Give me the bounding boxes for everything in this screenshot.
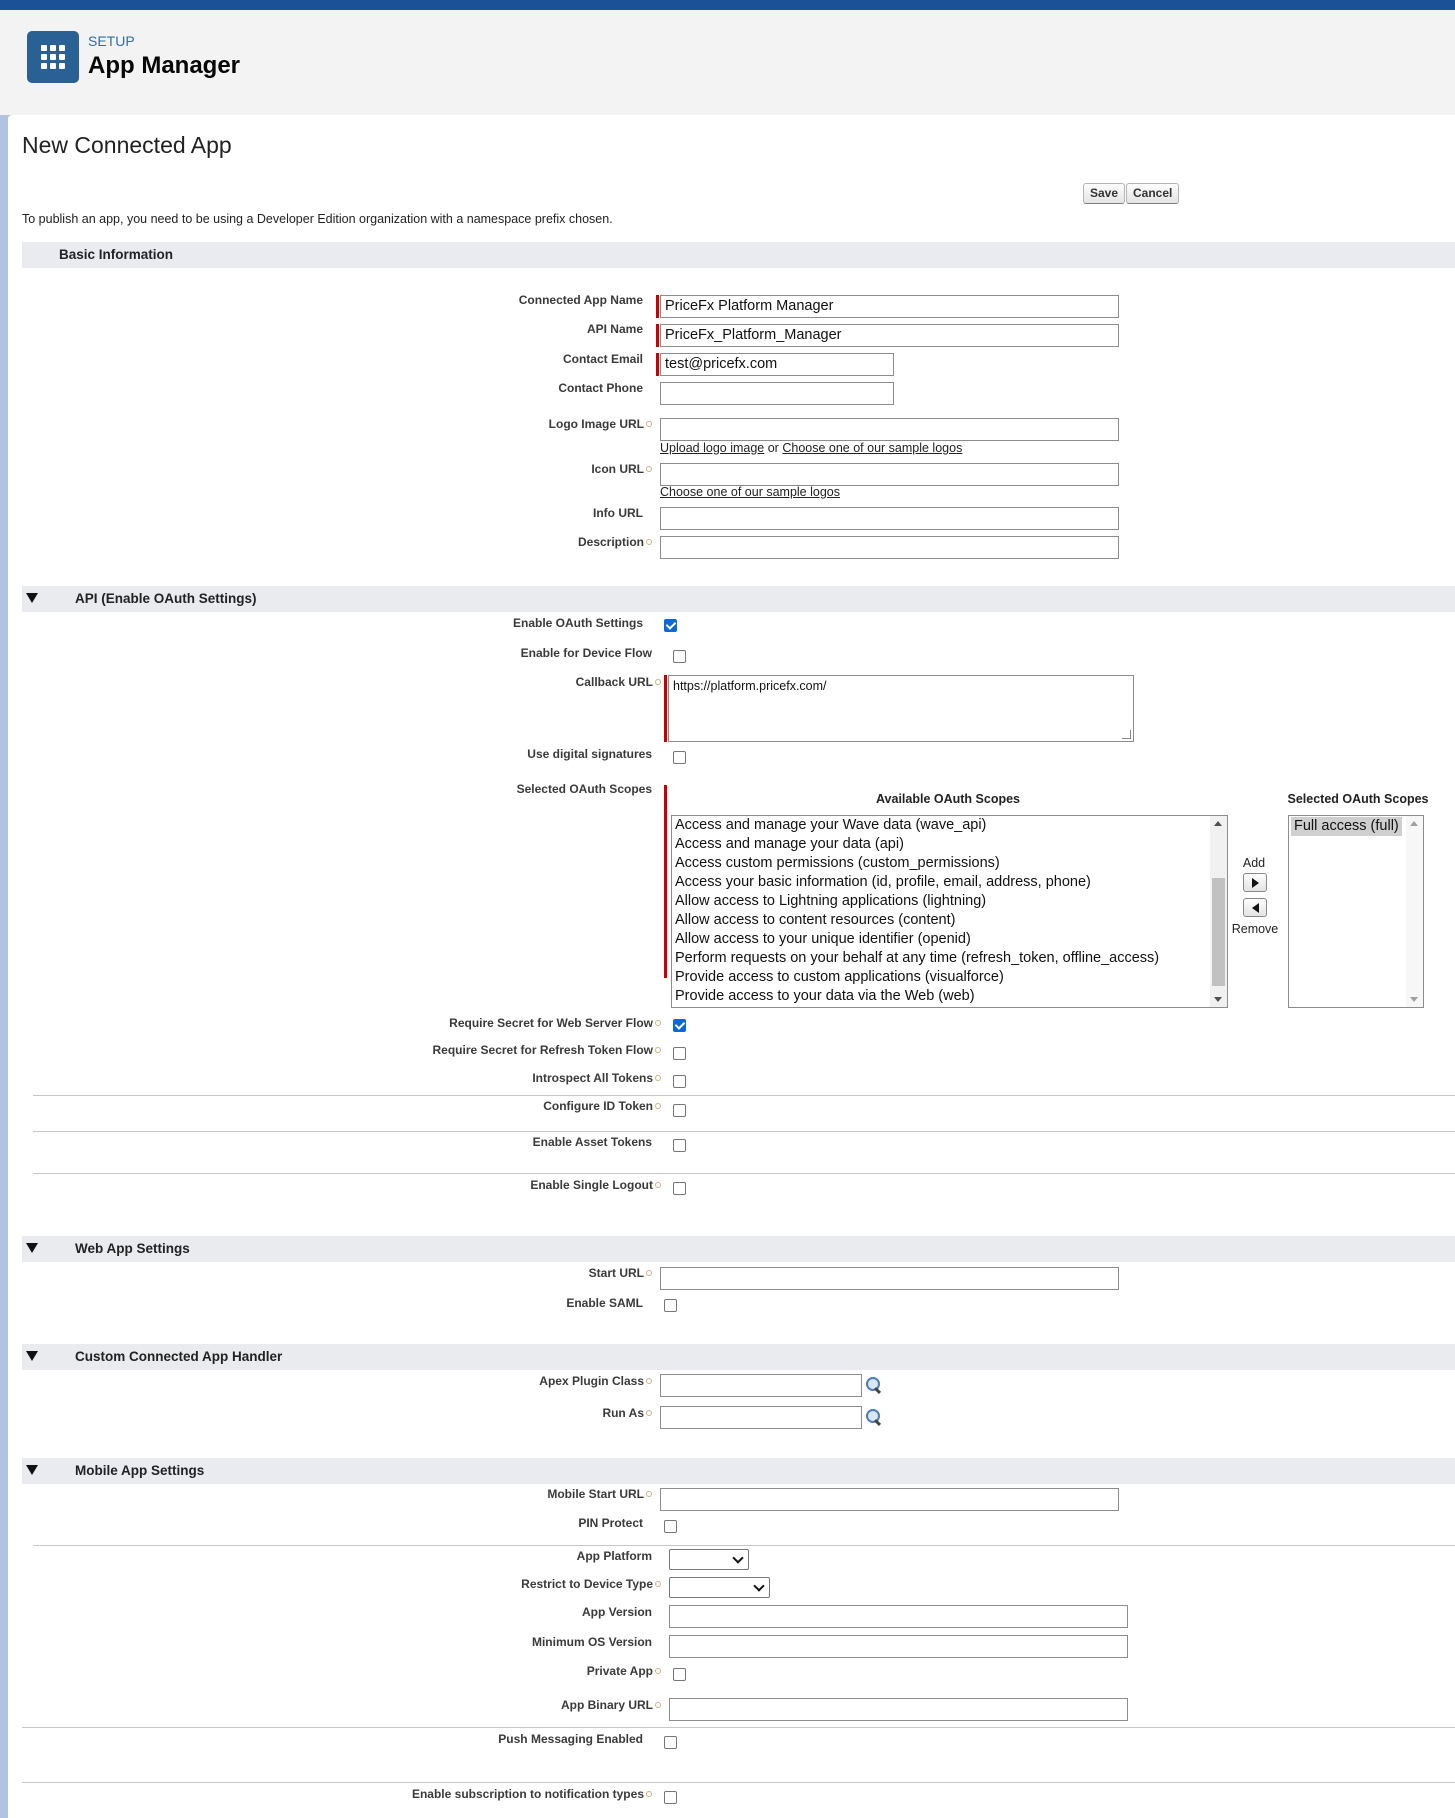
callback-url-label: Callback URL xyxy=(576,675,661,689)
apex-plugin-class-label: Apex Plugin Class xyxy=(539,1374,652,1388)
selected-scope-option[interactable]: Full access (full) xyxy=(1291,817,1402,836)
enable-oauth-label: Enable OAuth Settings xyxy=(512,616,643,630)
icon-sample-logos-link[interactable]: Choose one of our sample logos xyxy=(660,485,840,499)
required-indicator xyxy=(664,675,667,742)
introspect-tokens-checkbox[interactable] xyxy=(673,1075,686,1088)
contact-phone-input[interactable] xyxy=(660,382,894,405)
selected-scopes-options xyxy=(1291,817,1406,836)
arrow-left-icon xyxy=(1252,903,1259,913)
app-binary-url-input[interactable] xyxy=(669,1698,1128,1721)
pin-protect-label: PIN Protect xyxy=(578,1516,643,1530)
help-icon[interactable] xyxy=(655,1020,661,1026)
resize-handle-icon[interactable] xyxy=(1122,730,1131,739)
upload-logo-link[interactable]: Upload logo image xyxy=(660,441,765,455)
mobile-start-url-input[interactable] xyxy=(660,1488,1119,1511)
secret-refresh-flow-checkbox[interactable] xyxy=(673,1047,686,1060)
required-indicator xyxy=(656,353,659,376)
digital-signatures-checkbox[interactable] xyxy=(673,751,686,764)
scroll-down-icon[interactable] xyxy=(1410,997,1418,1002)
contact-phone-label: Contact Phone xyxy=(558,381,643,395)
available-scope-option[interactable]: Access and manage your data (api) xyxy=(675,836,904,852)
section-oauth-settings xyxy=(22,586,1455,612)
callback-url-textarea[interactable]: https://platform.pricefx.com/ xyxy=(668,675,1134,742)
add-scope-button[interactable] xyxy=(1243,873,1267,892)
section-title: Basic Information xyxy=(59,247,174,262)
enable-saml-label: Enable SAML xyxy=(566,1296,643,1310)
remove-scope-button[interactable] xyxy=(1243,898,1267,917)
available-scopes-options xyxy=(672,816,1210,1006)
app-title: App Manager xyxy=(88,52,241,79)
lookup-icon[interactable] xyxy=(864,1376,884,1394)
divider xyxy=(33,1095,1455,1096)
divider xyxy=(33,1173,1455,1174)
private-app-label: Private App xyxy=(587,1664,661,1678)
start-url-input[interactable] xyxy=(660,1267,1119,1290)
mobile-start-url-label: Mobile Start URL xyxy=(547,1487,652,1501)
description-input[interactable] xyxy=(660,536,1119,559)
available-scope-option[interactable]: Allow access to your unique identifier (openid) xyxy=(675,931,971,947)
section-title: Mobile App Settings xyxy=(75,1463,205,1478)
app-version-label: App Version xyxy=(581,1605,652,1619)
or-text: or xyxy=(767,441,779,455)
single-logout-checkbox[interactable] xyxy=(673,1182,686,1195)
help-icon[interactable] xyxy=(655,1075,661,1081)
divider xyxy=(33,1545,1455,1546)
asset-tokens-label: Enable Asset Tokens xyxy=(532,1135,652,1149)
collapse-triangle-icon[interactable] xyxy=(26,1351,38,1361)
selected-scopes-list[interactable] xyxy=(1288,815,1424,1008)
configure-id-token-label: Configure ID Token xyxy=(543,1099,661,1113)
lookup-icon[interactable] xyxy=(864,1408,884,1426)
collapse-triangle-icon[interactable] xyxy=(26,1465,38,1475)
connected-app-name-input[interactable]: PriceFx Platform Manager xyxy=(660,295,1119,318)
section-custom-handler xyxy=(22,1344,1455,1370)
device-type-select[interactable] xyxy=(669,1577,770,1598)
page-title: New Connected App xyxy=(22,132,232,158)
connected-app-name-label: Connected App Name xyxy=(518,293,643,307)
scrollbar[interactable] xyxy=(1210,816,1227,1007)
help-icon[interactable] xyxy=(646,1491,652,1497)
section-mobile-app-settings xyxy=(22,1458,1455,1484)
api-name-input[interactable]: PriceFx_Platform_Manager xyxy=(660,324,1119,347)
help-icon[interactable] xyxy=(655,1103,661,1109)
introspect-tokens-label: Introspect All Tokens xyxy=(532,1071,661,1085)
chevron-down-icon xyxy=(753,1580,764,1591)
notification-types-label: Enable subscription to notification types xyxy=(412,1787,652,1801)
icon-url-input[interactable] xyxy=(660,463,1119,486)
available-scope-option[interactable]: Provide access to custom applications (visualforce) xyxy=(675,969,1004,985)
section-basic-information xyxy=(22,242,1455,268)
secret-web-flow-checkbox[interactable] xyxy=(673,1019,686,1032)
app-binary-url-label: App Binary URL xyxy=(561,1698,661,1712)
push-messaging-checkbox[interactable] xyxy=(664,1736,677,1749)
divider xyxy=(22,1782,1455,1783)
app-version-input[interactable] xyxy=(669,1605,1128,1628)
digital-signatures-label: Use digital signatures xyxy=(527,747,652,761)
single-logout-label: Enable Single Logout xyxy=(530,1178,661,1192)
configure-id-token-checkbox[interactable] xyxy=(673,1104,686,1117)
device-flow-checkbox[interactable] xyxy=(673,650,686,663)
collapse-triangle-icon[interactable] xyxy=(26,593,38,603)
sample-logos-link[interactable]: Choose one of our sample logos xyxy=(782,441,963,455)
logo-image-url-label: Logo Image URL xyxy=(549,417,652,431)
scrollbar-thumb[interactable] xyxy=(1212,878,1225,986)
publish-notice: To publish an app, you need to be using a Developer Edition organization with a namespace prefix chosen. xyxy=(22,212,613,226)
app-platform-select[interactable] xyxy=(669,1549,749,1570)
help-icon[interactable] xyxy=(646,1270,652,1276)
min-os-version-input[interactable] xyxy=(669,1635,1128,1658)
section-title: Custom Connected App Handler xyxy=(75,1349,283,1364)
available-scopes-list[interactable] xyxy=(671,815,1228,1008)
logo-links xyxy=(660,441,962,455)
help-icon[interactable] xyxy=(655,1581,661,1587)
required-indicator xyxy=(664,785,667,978)
available-scope-option[interactable]: Perform requests on your behalf at any time (refresh_token, offline_access) xyxy=(675,950,1160,966)
add-label: Add xyxy=(1242,856,1266,870)
arrow-right-icon xyxy=(1252,878,1259,888)
available-scope-option[interactable]: Access and manage your Wave data (wave_api) xyxy=(675,817,987,833)
required-indicator xyxy=(656,324,659,347)
enable-saml-checkbox[interactable] xyxy=(664,1299,677,1312)
device-flow-label: Enable for Device Flow xyxy=(520,646,652,660)
logo-image-url-input[interactable] xyxy=(660,418,1119,441)
help-icon[interactable] xyxy=(646,1378,652,1384)
help-icon[interactable] xyxy=(655,1182,661,1188)
divider xyxy=(33,1131,1455,1132)
help-icon[interactable] xyxy=(646,1791,652,1797)
pin-protect-checkbox[interactable] xyxy=(664,1520,677,1533)
scroll-down-icon[interactable] xyxy=(1214,997,1222,1002)
selected-oauth-scopes-label: Selected OAuth Scopes xyxy=(516,782,652,796)
scrollbar[interactable] xyxy=(1406,816,1423,1007)
setup-label: SETUP xyxy=(88,33,135,49)
info-url-input[interactable] xyxy=(660,507,1119,530)
cancel-button[interactable]: Cancel xyxy=(1126,183,1179,204)
help-icon[interactable] xyxy=(646,466,652,472)
remove-label: Remove xyxy=(1231,922,1279,936)
device-type-label: Restrict to Device Type xyxy=(521,1577,661,1591)
apex-plugin-class-input[interactable] xyxy=(660,1374,862,1397)
available-scope-option[interactable]: Allow access to content resources (content) xyxy=(675,912,956,928)
contact-email-input[interactable]: test@pricefx.com xyxy=(660,353,894,376)
scroll-up-icon[interactable] xyxy=(1214,821,1222,826)
setup-header xyxy=(0,0,1455,115)
run-as-input[interactable] xyxy=(660,1406,862,1429)
enable-oauth-checkbox[interactable] xyxy=(664,619,677,632)
icon-url-label: Icon URL xyxy=(591,462,652,476)
available-scope-option[interactable]: Provide access to your data via the Web (web) xyxy=(675,988,975,1004)
divider xyxy=(22,1727,1455,1728)
available-scope-option[interactable]: Access custom permissions (custom_permissions) xyxy=(675,855,1000,871)
available-scope-option[interactable]: Allow access to Lightning applications (lightning) xyxy=(675,893,987,909)
help-icon[interactable] xyxy=(646,421,652,427)
private-app-checkbox[interactable] xyxy=(673,1668,686,1681)
notification-types-checkbox[interactable] xyxy=(664,1791,677,1804)
help-icon[interactable] xyxy=(646,539,652,545)
main-panel xyxy=(8,115,1455,1818)
secret-refresh-flow-label: Require Secret for Refresh Token Flow xyxy=(433,1043,662,1057)
section-title: Web App Settings xyxy=(75,1241,190,1256)
app-platform-label: App Platform xyxy=(576,1549,652,1563)
help-icon[interactable] xyxy=(655,679,661,685)
app-launcher-grid-icon[interactable] xyxy=(27,31,79,83)
description-label: Description xyxy=(578,535,652,549)
start-url-label: Start URL xyxy=(589,1266,652,1280)
api-name-label: API Name xyxy=(586,322,643,336)
selected-scopes-title: Selected OAuth Scopes xyxy=(1287,792,1429,806)
min-os-version-label: Minimum OS Version xyxy=(531,1635,652,1649)
help-icon[interactable] xyxy=(646,1410,652,1416)
scroll-up-icon[interactable] xyxy=(1410,821,1418,826)
help-icon[interactable] xyxy=(655,1047,661,1053)
section-title: API (Enable OAuth Settings) xyxy=(75,591,257,606)
save-button[interactable]: Save xyxy=(1083,183,1125,204)
run-as-label: Run As xyxy=(602,1406,652,1420)
available-scope-option[interactable]: Access your basic information (id, profile, email, address, phone) xyxy=(675,874,1091,890)
required-indicator xyxy=(656,295,659,318)
asset-tokens-checkbox[interactable] xyxy=(673,1139,686,1152)
collapse-triangle-icon[interactable] xyxy=(26,1243,38,1253)
help-icon[interactable] xyxy=(655,1702,661,1708)
push-messaging-label: Push Messaging Enabled xyxy=(498,1732,643,1746)
contact-email-label: Contact Email xyxy=(562,352,643,366)
chevron-down-icon xyxy=(732,1552,743,1563)
help-icon[interactable] xyxy=(655,1668,661,1674)
available-scopes-title: Available OAuth Scopes xyxy=(875,792,1021,806)
info-url-label: Info URL xyxy=(593,506,643,520)
secret-web-flow-label: Require Secret for Web Server Flow xyxy=(449,1016,661,1030)
section-web-app-settings xyxy=(22,1236,1455,1262)
